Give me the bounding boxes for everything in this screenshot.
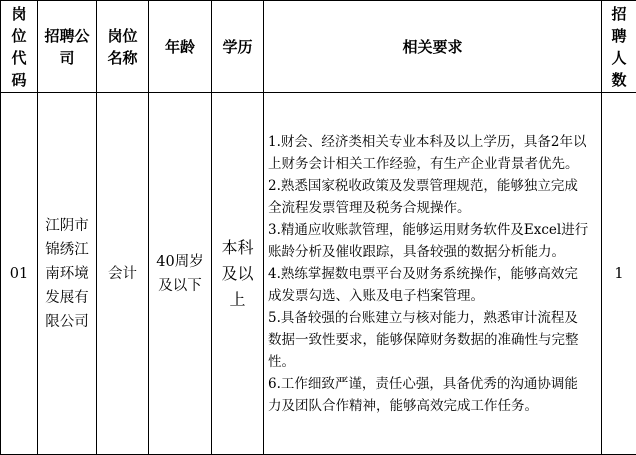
requirement-item: 1.财会、经济类相关专业本科及以上学历，具备2年以上财务会计相关工作经验，有生产企业背景者优先。 xyxy=(268,133,587,172)
cell-requirements xyxy=(264,93,602,455)
header-requirements: 相关要求 xyxy=(264,1,602,93)
cell-education: 本科及以上 xyxy=(212,93,264,455)
cell-company: 江阴市锦绣江南环境发展有限公司 xyxy=(38,93,97,455)
cell-count: 1 xyxy=(602,93,636,455)
header-code: 岗位代码 xyxy=(1,1,38,93)
requirement-item: 5.具备较强的台账建立与核对能力，熟悉审计流程及数据一致性要求，能够保障财务数据的准确性与完整性。 xyxy=(268,309,579,370)
header-row xyxy=(1,1,636,93)
header-count: 招聘人数 xyxy=(602,1,636,93)
requirement-item: 4.熟练掌握数电票平台及财务系统操作，能够高效完成发票勾选、入账及电子档案管理。 xyxy=(268,265,578,304)
header-age: 年龄 xyxy=(149,1,212,93)
cell-age: 40周岁及以下 xyxy=(149,93,212,455)
table-row xyxy=(1,93,636,455)
requirement-item: 2.熟悉国家税收政策及发票管理规范，能够独立完成全流程发票管理及税务合规操作。 xyxy=(268,177,578,216)
requirement-item: 3.精通应收账款管理，能够运用财务软件及Excel进行账龄分析及催收跟踪，具备较强的数据分析能力。 xyxy=(268,221,589,260)
cell-position: 会计 xyxy=(97,93,149,455)
header-company: 招聘公司 xyxy=(38,1,97,93)
requirement-item: 6.工作细致严谨，责任心强，具备优秀的沟通协调能力及团队合作精神，能够高效完成工作任务。 xyxy=(268,375,578,414)
header-education: 学历 xyxy=(212,1,264,93)
header-position: 岗位名称 xyxy=(97,1,149,93)
cell-code: 01 xyxy=(1,93,38,455)
